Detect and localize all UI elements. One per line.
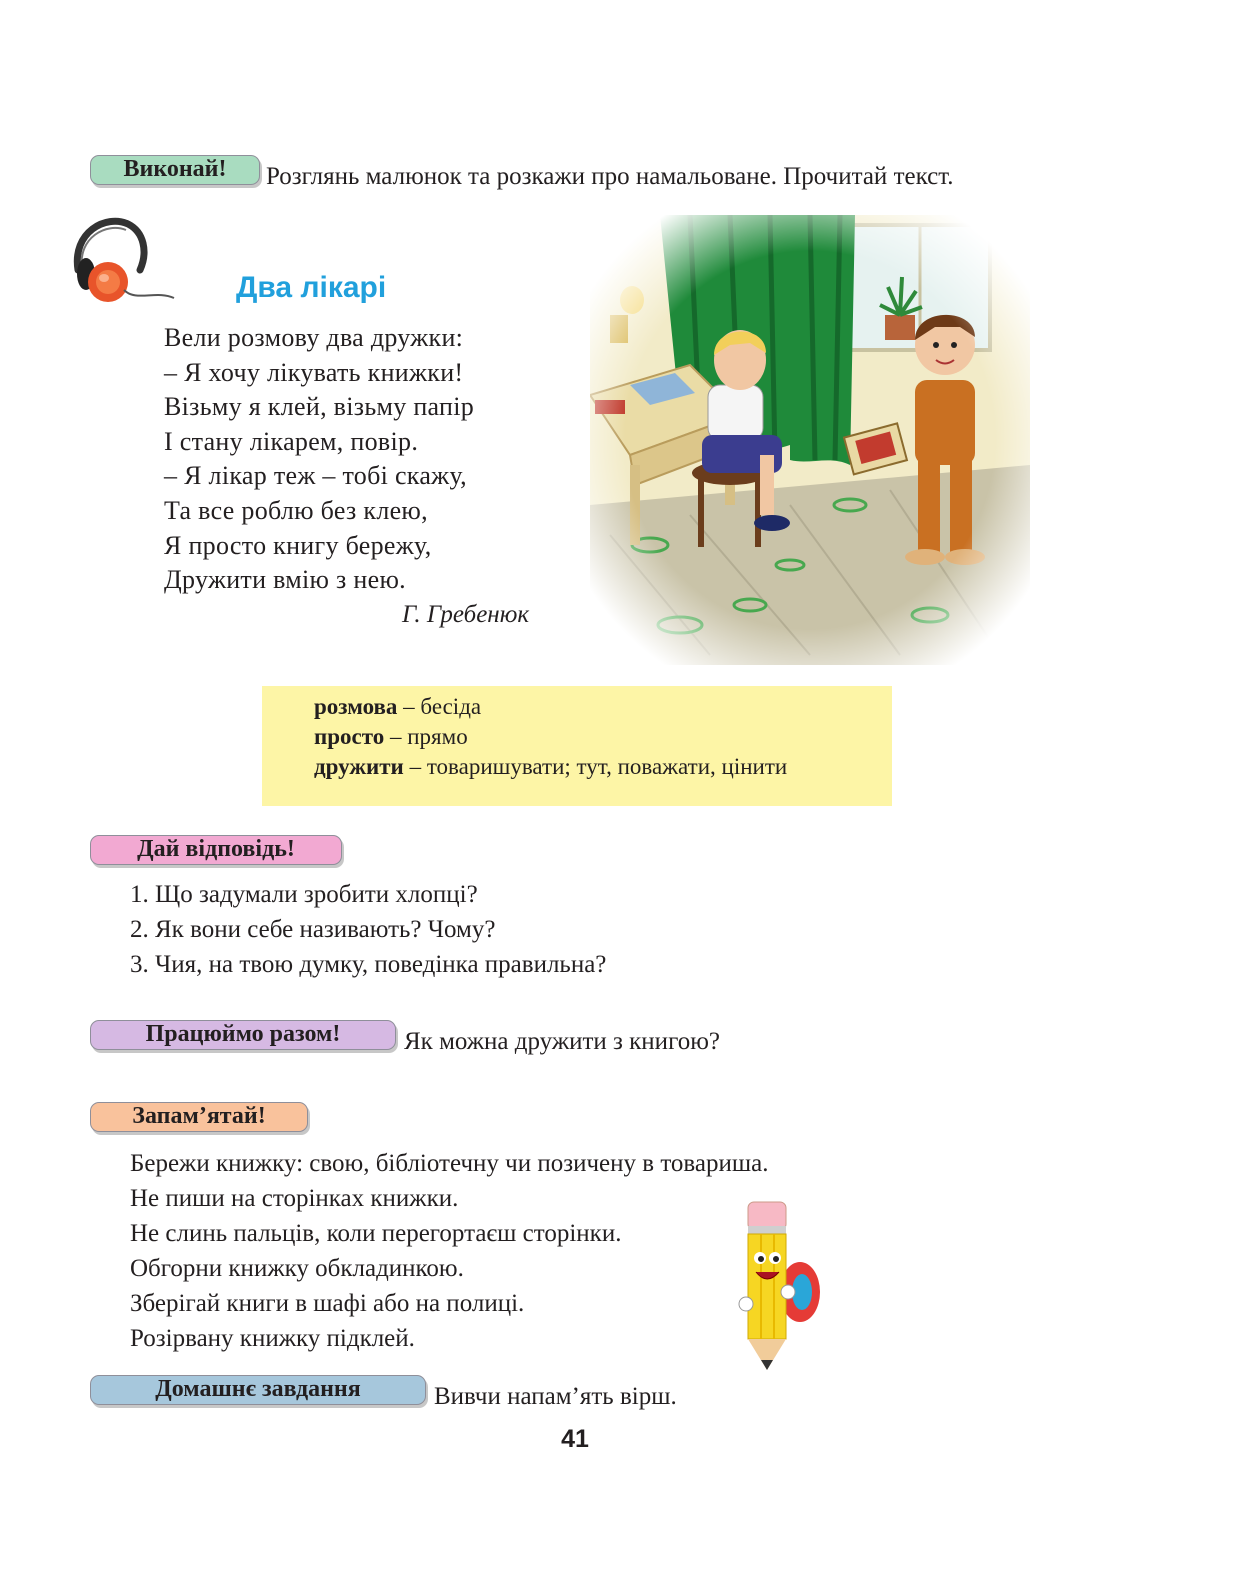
headphones-icon	[66, 212, 176, 308]
vocabulary-entry	[314, 694, 481, 720]
rule-item: Зберігай книги в шафі або на полиці.	[130, 1290, 525, 1317]
vocabulary-meaning: – товаришувати; тут, поважати, цінити	[403, 754, 788, 779]
rule-item: Не слинь пальців, коли перегортаєш сторінки.	[130, 1220, 622, 1247]
rule-item: Не пиши на сторінках книжки.	[130, 1185, 459, 1212]
question-item: 3. Чия, на твою думку, поведінка правильна?	[130, 951, 607, 978]
poem-line: І стану лікарем, повір.	[164, 426, 419, 456]
vocabulary-word: розмова	[314, 694, 398, 719]
question-item: 2. Як вони себе називають? Чому?	[130, 916, 496, 943]
rule-item: Розірвану книжку підклей.	[130, 1325, 415, 1352]
task-instruction: Вивчи напам’ять вірш.	[434, 1383, 677, 1410]
task-badge-remember: Запам’ятай!	[90, 1102, 308, 1132]
vocabulary-word: дружити	[314, 754, 404, 779]
task-badge-homework: Домашнє завдання	[90, 1375, 426, 1405]
vocabulary-entry	[314, 754, 787, 780]
poem-line: Дружити вмію з нею.	[164, 565, 406, 595]
task-badge-do: Виконай!	[90, 155, 260, 185]
questions-list	[130, 877, 606, 982]
illustration-two-boys	[590, 215, 1030, 665]
task-instruction: Як можна дружити з книгою?	[404, 1028, 720, 1055]
vocabulary-word: просто	[314, 724, 385, 749]
poem-title: Два лікарі	[236, 271, 387, 304]
poem-author: Г. Гребенюк	[402, 601, 530, 628]
poem-line: Вели розмову два дружки:	[164, 323, 464, 352]
poem-body	[164, 321, 474, 598]
poem-line: – Я лікар теж – тобі скажу,	[164, 461, 467, 491]
vocabulary-meaning: – бесіда	[397, 694, 482, 719]
vocabulary-meaning: – прямо	[384, 724, 468, 749]
question-item: 1. Що задумали зробити хлопці?	[130, 881, 478, 908]
poem-line: – Я хочу лікувать книжки!	[164, 357, 464, 387]
poem-line: Візьму я клей, візьму папір	[164, 392, 475, 422]
task-instruction: Розглянь малюнок та розкажи про намальоване. Прочитай текст.	[266, 163, 954, 190]
poem-line: Та все роблю без клею,	[164, 495, 428, 525]
rule-item: Обгорни книжку обкладинкою.	[130, 1255, 464, 1282]
rules-list	[130, 1146, 768, 1356]
rule-item: Бережи книжку: свою, бібліотечну чи позичену в товариша.	[130, 1150, 769, 1177]
pencil-mascot-icon	[738, 1192, 828, 1372]
vocabulary-entry	[314, 724, 468, 750]
task-badge-work-together: Працюймо разом!	[90, 1020, 396, 1050]
task-badge-answer: Дай відповідь!	[90, 835, 342, 865]
vocabulary-box	[262, 686, 892, 806]
page-number: 41	[561, 1425, 589, 1453]
poem-line: Я просто книгу бережу,	[164, 530, 432, 560]
